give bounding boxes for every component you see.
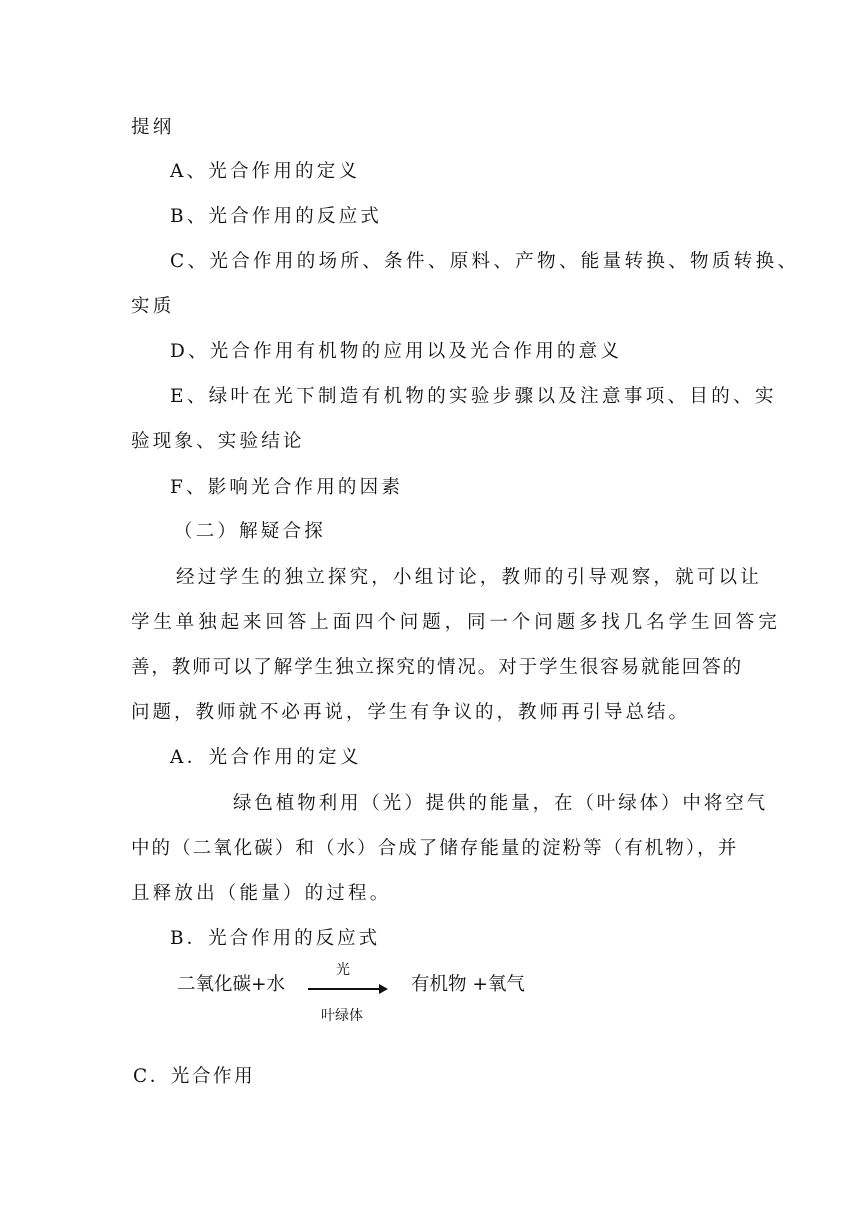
outline-item-d: D、光合作用有机物的应用以及光合作用的意义 <box>170 341 623 362</box>
outline-item-e: E、绿叶在光下制造有机物的实验步骤以及注意事项、目的、实 <box>170 386 777 407</box>
reaction-heading: B．光合作用的反应式 <box>170 928 381 949</box>
reaction-condition-light: 光 <box>336 962 350 978</box>
outline-heading: 提纲 <box>131 117 175 138</box>
reaction-reactants: 二氧化碳+水 <box>177 974 286 995</box>
outline-item-c-continued: 实质 <box>131 296 175 317</box>
definition-heading: A．光合作用的定义 <box>170 747 362 768</box>
outline-item-f: F、影响光合作用的因素 <box>170 477 404 498</box>
section-c-heading: C．光合作用 <box>133 1066 256 1087</box>
reaction-products: 有机物 +氧气 <box>411 974 525 995</box>
reaction-condition-chloroplast: 叶绿体 <box>321 1008 363 1024</box>
definition-line-3: 且释放出（能量）的过程。 <box>131 883 392 904</box>
reaction-arrow <box>308 988 386 990</box>
definition-line-1: 绿色植物利用（光）提供的能量，在（叶绿体）中将空气 <box>233 793 769 814</box>
section-2-paragraph-line-4: 问题，教师就不必再说，学生有争议的，教师再引导总结。 <box>131 702 691 723</box>
outline-item-e-continued: 验现象、实验结论 <box>131 431 305 452</box>
section-2-paragraph-line-2: 学生单独起来回答上面四个问题，同一个问题多找几名学生回答完 <box>131 612 781 633</box>
outline-item-a: A、光合作用的定义 <box>170 161 361 182</box>
outline-item-b: B、光合作用的反应式 <box>170 206 383 227</box>
section-2-paragraph-line-1: 经过学生的独立探究，小组讨论，教师的引导观察，就可以让 <box>176 567 762 588</box>
section-2-paragraph-line-3: 善，教师可以了解学生独立探究的情况。对于学生很容易就能回答的 <box>131 657 744 678</box>
outline-item-c: C、光合作用的场所、条件、原料、产物、能量转换、物质转换、 <box>170 251 800 272</box>
section-2-heading: （二）解疑合探 <box>174 521 326 542</box>
definition-line-2: 中的（二氧化碳）和（水）合成了储存能量的淀粉等（有机物），并 <box>131 838 739 859</box>
